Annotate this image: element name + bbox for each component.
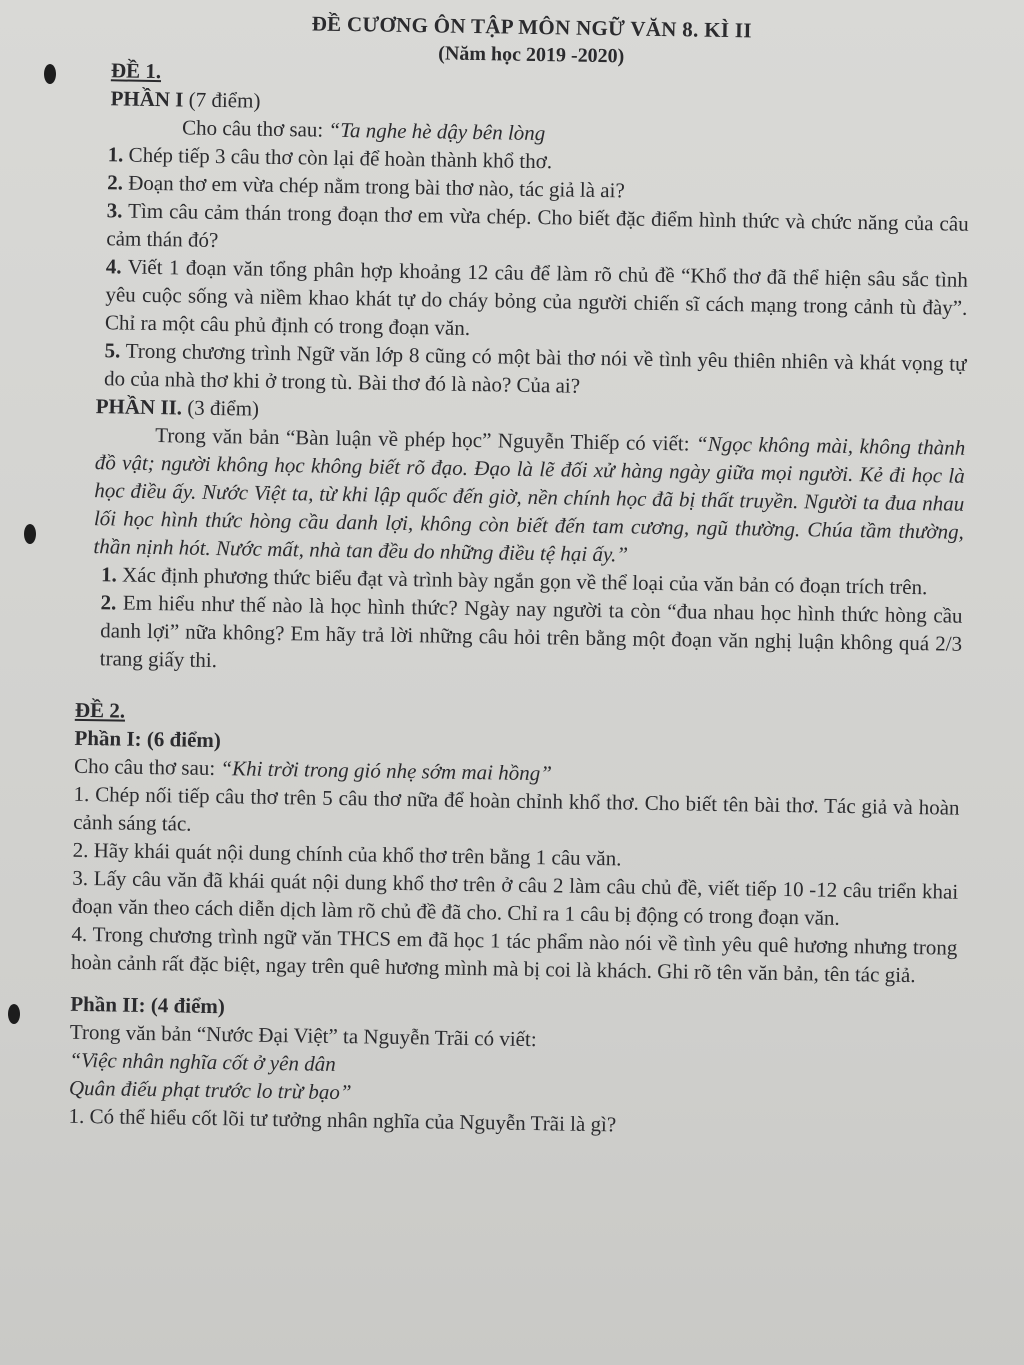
intro-text: Trong văn bản “Bàn luận về phép học” Nguyễn Thiếp có viết: — [155, 423, 697, 456]
part-label: Phần II: (4 điểm) — [70, 991, 226, 1019]
intro-text: Cho câu thơ sau: — [73, 753, 221, 781]
question-number: 2. — [107, 170, 124, 195]
de-1-heading: ĐỀ 1. — [110, 58, 162, 84]
question-item — [105, 252, 968, 350]
passage-quote: “Ngọc không mài, không thành đồ vật; người không học không biết rõ đạo. Đạo là lẽ đối xử hàng ngày giữa mọi người. Kẻ đi học là học điều ấy. Nước Việt ta, từ khi lập quốc đến giờ, nền chính học đã bị thất truyền. Người ta đua nhau lối học hình thức hòng cầu danh lợi, không còn biết đến tam cương, ngũ thường. Chúa tầm thường, thần nịnh hót. Nước mất, nhà tan đều do những điều tệ hại ấy.” — [93, 431, 966, 567]
question-item — [100, 588, 963, 686]
punch-hole — [8, 1004, 20, 1024]
de-1-section — [82, 56, 972, 686]
part-label: PHẦN I — [110, 86, 184, 112]
question-text: Đoạn thơ em vừa chép nằm trong bài thơ nào, tác giả là ai? — [128, 170, 625, 203]
question-text: Tìm câu cảm thán trong đoạn thơ em vừa chép. Cho biết đặc điểm hình thức và chức năng của câu cảm thán đó? — [106, 198, 969, 253]
question-text: Em hiểu như thế nào là học hình thức? Ngày nay người ta còn “đua nhau học hình thức hòng cầu danh lợi” nữa không? Em hãy trả lời những câu hỏi trên bằng một đoạn văn nghị luận không quá 2/3 trang giấy thi. — [99, 590, 963, 673]
question-item: 1. Có thể hiểu cốt lõi tư tưởng nhân nghĩa của Nguyễn Trãi là gì? — [68, 1103, 617, 1137]
punch-hole — [44, 64, 56, 84]
poem-quote: “Ta nghe hè dậy bên lòng — [328, 117, 546, 146]
question-text: Xác định phương thức biểu đạt và trình bày ngắn gọn về thể loại của văn bản có đoạn trích trên. — [121, 562, 928, 600]
question-number: 2. — [100, 590, 117, 615]
de-2-part-2-intro: Trong văn bản “Nước Đại Việt” ta Nguyễn Trãi có viết: — [69, 1019, 537, 1052]
question-item: 3. Lấy câu văn đã khái quát nội dung khổ thơ trên ở câu 2 làm câu chủ đề, viết tiếp 10 -12 câu triển khai đoạn văn theo cách diễn dịch làm rõ chủ đề đã cho. Chỉ ra 1 câu bị động có trong đoạn văn. — [71, 865, 959, 930]
question-number: 4. — [105, 254, 122, 279]
de-1-part-2-passage — [93, 420, 965, 574]
question-text: Trong chương trình Ngữ văn lớp 8 cũng có một bài thơ nói về tình yêu thiên nhiên và khát vọng tự do của nhà thơ khi ở trong tù. Bài thơ đó là nào? Của ai? — [103, 338, 967, 398]
school-year: (Năm học 2019 -2020) — [438, 42, 625, 68]
part-label: PHẦN II. — [95, 394, 183, 420]
part-points: (3 điểm) — [187, 395, 260, 421]
poem-line: “Việc nhân nghĩa cốt ở yên dân — [69, 1047, 336, 1076]
question-item: 1. Chép nối tiếp câu thơ trên 5 câu thơ nữa để hoàn chỉnh khổ thơ. Cho biết tên bài thơ. Tác giả và hoàn cảnh sáng tác. — [72, 781, 960, 836]
question-number: 1. — [107, 142, 124, 167]
de-2-heading: ĐỀ 2. — [74, 697, 126, 723]
poem-quote: “Khi trời trong gió nhẹ sớm mai hồng” — [220, 756, 553, 786]
question-text: Chép tiếp 3 câu thơ còn lại để hoàn thành khổ thơ. — [128, 142, 553, 174]
de-2-section — [68, 696, 961, 1144]
part-points: (7 điểm) — [188, 87, 261, 113]
question-text: Viết 1 đoạn văn tổng phân hợp khoảng 12 câu để làm rõ chủ đề “Khổ thơ đã thể hiện sâu sắc tình yêu cuộc sống và niềm khao khát tự do cháy bỏng của người chiến sĩ cách mạng trong cảnh tù đày”. Chỉ ra một câu phủ định có trong đoạn văn. — [104, 254, 968, 340]
question-number: 5. — [104, 338, 121, 363]
poem-line: Quân điếu phạt trước lo trừ bạo” — [68, 1075, 352, 1105]
question-item: 2. Hãy khái quát nội dung chính của khổ thơ trên bằng 1 câu văn. — [72, 837, 622, 871]
intro-text: Cho câu thơ sau: — [181, 115, 329, 142]
punch-hole — [24, 524, 36, 544]
document-content — [68, 6, 972, 1144]
question-item: 4. Trong chương trình ngữ văn THCS em đã học 1 tác phẩm nào nói về tình yêu quê hương nhưng trong hoàn cảnh rất đặc biệt, ngay trên quê hương mình mà bị coi là khách. Ghi rõ tên văn bản, tên tác giả. — [70, 921, 958, 988]
question-number: 3. — [106, 198, 123, 223]
part-label: Phần I: (6 điểm) — [74, 725, 222, 753]
document-title: ĐỀ CƯƠNG ÔN TẬP MÔN NGỮ VĂN 8. KÌ II — [311, 11, 752, 43]
question-number: 1. — [100, 562, 118, 587]
